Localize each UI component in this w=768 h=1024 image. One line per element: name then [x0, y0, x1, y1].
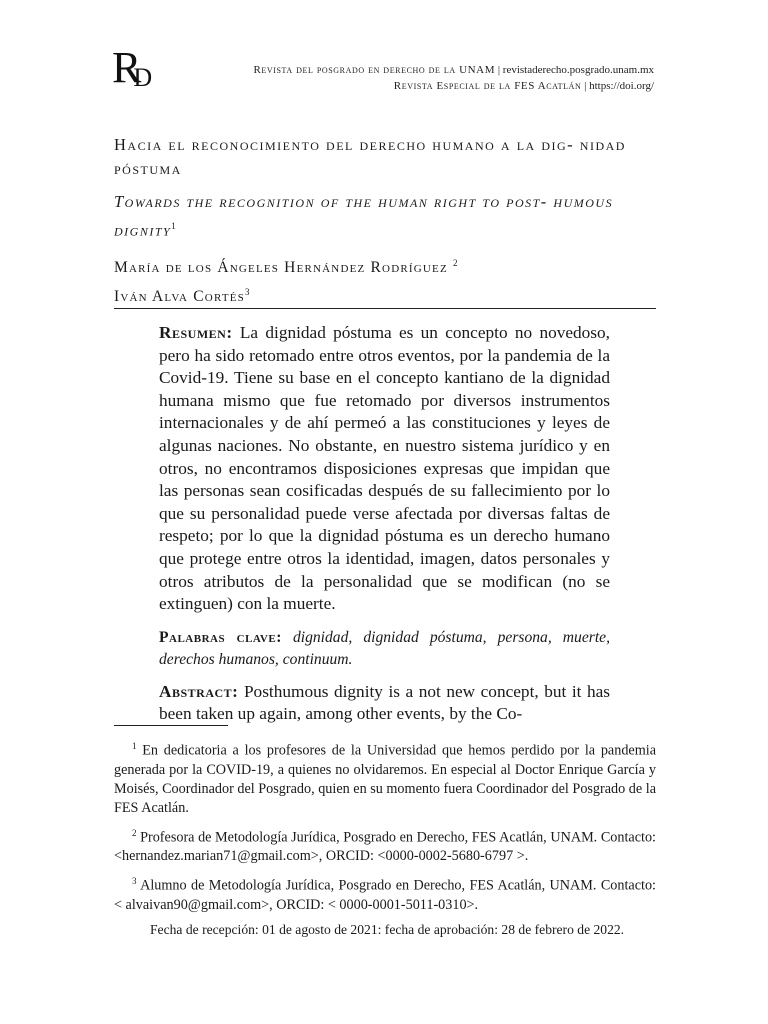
keywords-label: Palabras clave: [159, 628, 282, 646]
header-special-issue: Revista Especial de la FES Acatlán [393, 80, 582, 92]
logo-letter-secondary: D [133, 63, 153, 92]
abstract-paragraph [159, 681, 610, 726]
footnote-ref-3[interactable]: 3 [244, 286, 250, 297]
header-line-2 [253, 78, 654, 94]
abstract-text: Posthumous dignity is a not new concept, but it has been taken up again, among other events, by the Co- [159, 681, 610, 724]
footnote-number: 2 [132, 827, 137, 838]
abstract-label: Abstract: [159, 681, 239, 701]
abstract-section [159, 322, 610, 726]
title-english-text: Towards the recognition of the human right to post- humous dignity [114, 192, 614, 240]
author-name: Iván Alva Cortés [114, 287, 245, 305]
title-spanish: Hacia el reconocimiento del derecho humano a la dig- nidad póstuma [114, 135, 626, 178]
article-titles [114, 133, 656, 309]
footnote-number: 1 [132, 741, 137, 751]
author-1 [114, 251, 656, 280]
footnote-text: En dedicatoria a los profesores de la Universidad que hemos perdido por la pandemia generada por la COVID-19, a quienes no olvidaremos. En especial al Doctor Enrique García y Moisés, Coordinador del Posgrado, quien en su momento fuera Coordinador del Posgrado de la FES Acatlán. [114, 742, 656, 817]
logo-letter-main: R [112, 43, 134, 92]
keywords-paragraph [159, 627, 610, 671]
footnote-divider [114, 725, 228, 726]
footnote-text: Profesora de Metodología Jurídica, Posgrado en Derecho, FES Acatlán, UNAM. Contacto: <hernandez.marian71@gmail.com>, ORCID: <0000-0002-5680-6797 >. [114, 829, 656, 865]
footnote-ref-1[interactable]: 1 [171, 221, 176, 231]
footnotes [114, 737, 656, 944]
header-line-1 [253, 62, 654, 78]
footnote-2 [114, 824, 656, 867]
resumen-label: Resumen: [159, 323, 233, 342]
footnote-ref-2[interactable]: 2 [452, 257, 458, 268]
footnote-text: Alumno de Metodología Jurídica, Posgrado en Derecho, FES Acatlán, UNAM. Contacto: < alvaivan90@gmail.com>, ORCID: < 0000-0001-5011-0310>. [114, 877, 656, 913]
footnote-3 [114, 872, 656, 915]
header-journal-name: Revista del posgrado en derecho de la UNAM [253, 64, 496, 76]
header-journal-url[interactable]: | revistaderecho.posgrado.unam.mx [495, 64, 654, 76]
header-doi-url[interactable]: | https://doi.org/ [581, 80, 654, 92]
footnote-1 [114, 737, 656, 819]
resumen-text: La dignidad póstuma es un concepto no novedoso, pero ha sido retomado entre otros eventos, por la pandemia de la Covid-19. Tiene su base en el concepto kantiano de la dignidad humana mismo que fue retomado por diversos instrumentos internacionales y de ahí permeó a las constituciones y leyes de algunas naciones. No obstante, en nuestro sistema jurídico y en otros, no encontramos disposiciones expresas que impidan que las personas sean cosificadas después de su fallecimiento por lo que su personalidad puede verse afectada por diversas faltas de respeto; por lo que la dignidad póstuma es un derecho humano que protege entre otros la identidad, imagen, datos personales y otros atributos de la personalidad que se modifican (no se extinguen) con la muerte. [159, 323, 610, 614]
journal-logo [112, 43, 153, 100]
submission-dates: Fecha de recepción: 01 de agosto de 2021: fecha de aprobación: 28 de febrero de 2022. [150, 921, 625, 937]
footnote-number: 3 [132, 875, 137, 886]
author-name: María de los Ángeles Hernández Rodríguez [114, 258, 448, 276]
title-english [114, 190, 656, 243]
title-divider [114, 308, 656, 309]
running-header [253, 62, 654, 94]
author-2 [114, 280, 656, 309]
keywords-text: dignidad, dignidad póstuma, persona, muerte, derechos humanos, continuum. [159, 628, 610, 668]
resumen-paragraph [159, 322, 610, 616]
